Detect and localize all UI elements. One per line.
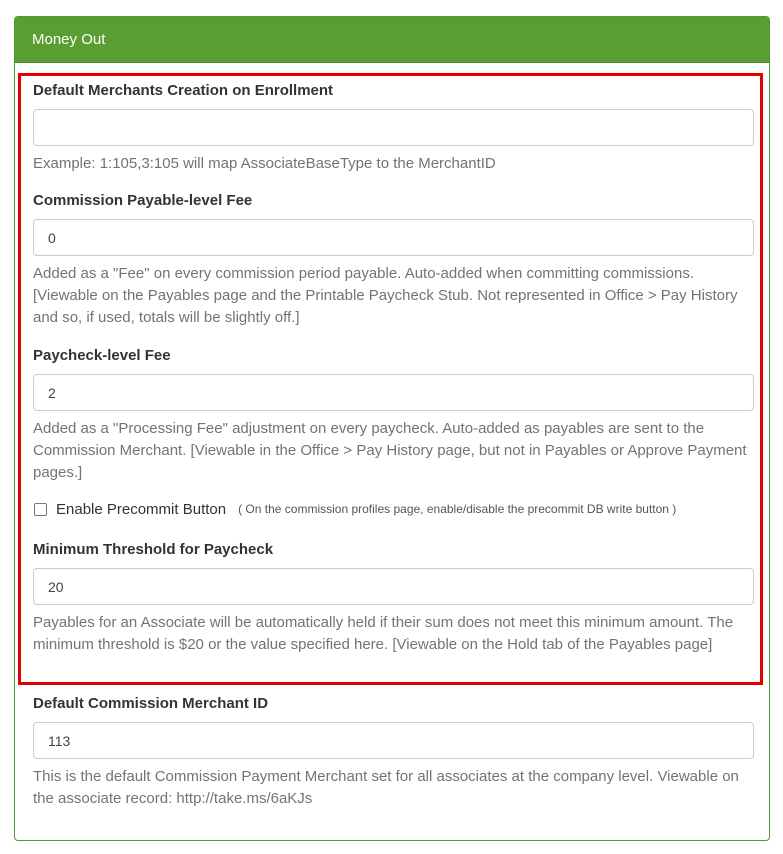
default-commission-merchant-input[interactable] [33, 722, 754, 759]
commission-payable-fee-input[interactable] [33, 219, 754, 256]
minimum-threshold-help: Payables for an Associate will be automatically held if their sum does not meet this minimum amount. The minimum threshold is $20 or the value specified here. [Viewable on the Hold tab of the Payables page] [33, 614, 734, 653]
default-merchants-group [33, 81, 754, 175]
money-out-panel [14, 16, 770, 841]
paycheck-fee-input[interactable] [33, 374, 754, 411]
commission-payable-fee-help: Added as a "Fee" on every commission period payable. Auto-added when committing commissions. [Viewable on the Payables page and the Printable Paycheck Stub. Not represented in Office > Pay History and so, if used, totals will be slightly off.] [33, 265, 738, 326]
paycheck-fee-help: Added as a "Processing Fee" adjustment on every paycheck. Auto-added as payables are sent to the Commission Merchant. [Viewable in the Office > Pay History page, but not in Payables or Approve Payment pages.] [33, 420, 747, 481]
precommit-note: ( On the commission profiles page, enable/disable the precommit DB write button ) [238, 502, 677, 516]
panel-title: Money Out [15, 17, 769, 63]
precommit-checkbox[interactable] [34, 503, 47, 516]
minimum-threshold-group [33, 540, 754, 656]
commission-payable-fee-label: Commission Payable-level Fee [33, 192, 253, 209]
precommit-label[interactable]: Enable Precommit Button [56, 500, 227, 518]
paycheck-fee-label: Paycheck-level Fee [33, 347, 171, 364]
default-merchants-label: Default Merchants Creation on Enrollment [33, 82, 334, 99]
default-commission-merchant-help: This is the default Commission Payment Merchant set for all associates at the company level. Viewable on the associate record: http://take.ms/6aKJs [33, 768, 739, 807]
default-commission-merchant-label: Default Commission Merchant ID [33, 695, 269, 712]
default-merchants-input[interactable] [33, 109, 754, 146]
commission-payable-fee-group [33, 191, 754, 329]
default-merchants-help: Example: 1:105,3:105 will map AssociateBaseType to the MerchantID [33, 155, 496, 172]
precommit-row [33, 499, 676, 519]
minimum-threshold-label: Minimum Threshold for Paycheck [33, 541, 274, 558]
paycheck-fee-group [33, 346, 754, 484]
minimum-threshold-input[interactable] [33, 568, 754, 605]
default-commission-merchant-group [33, 694, 754, 810]
